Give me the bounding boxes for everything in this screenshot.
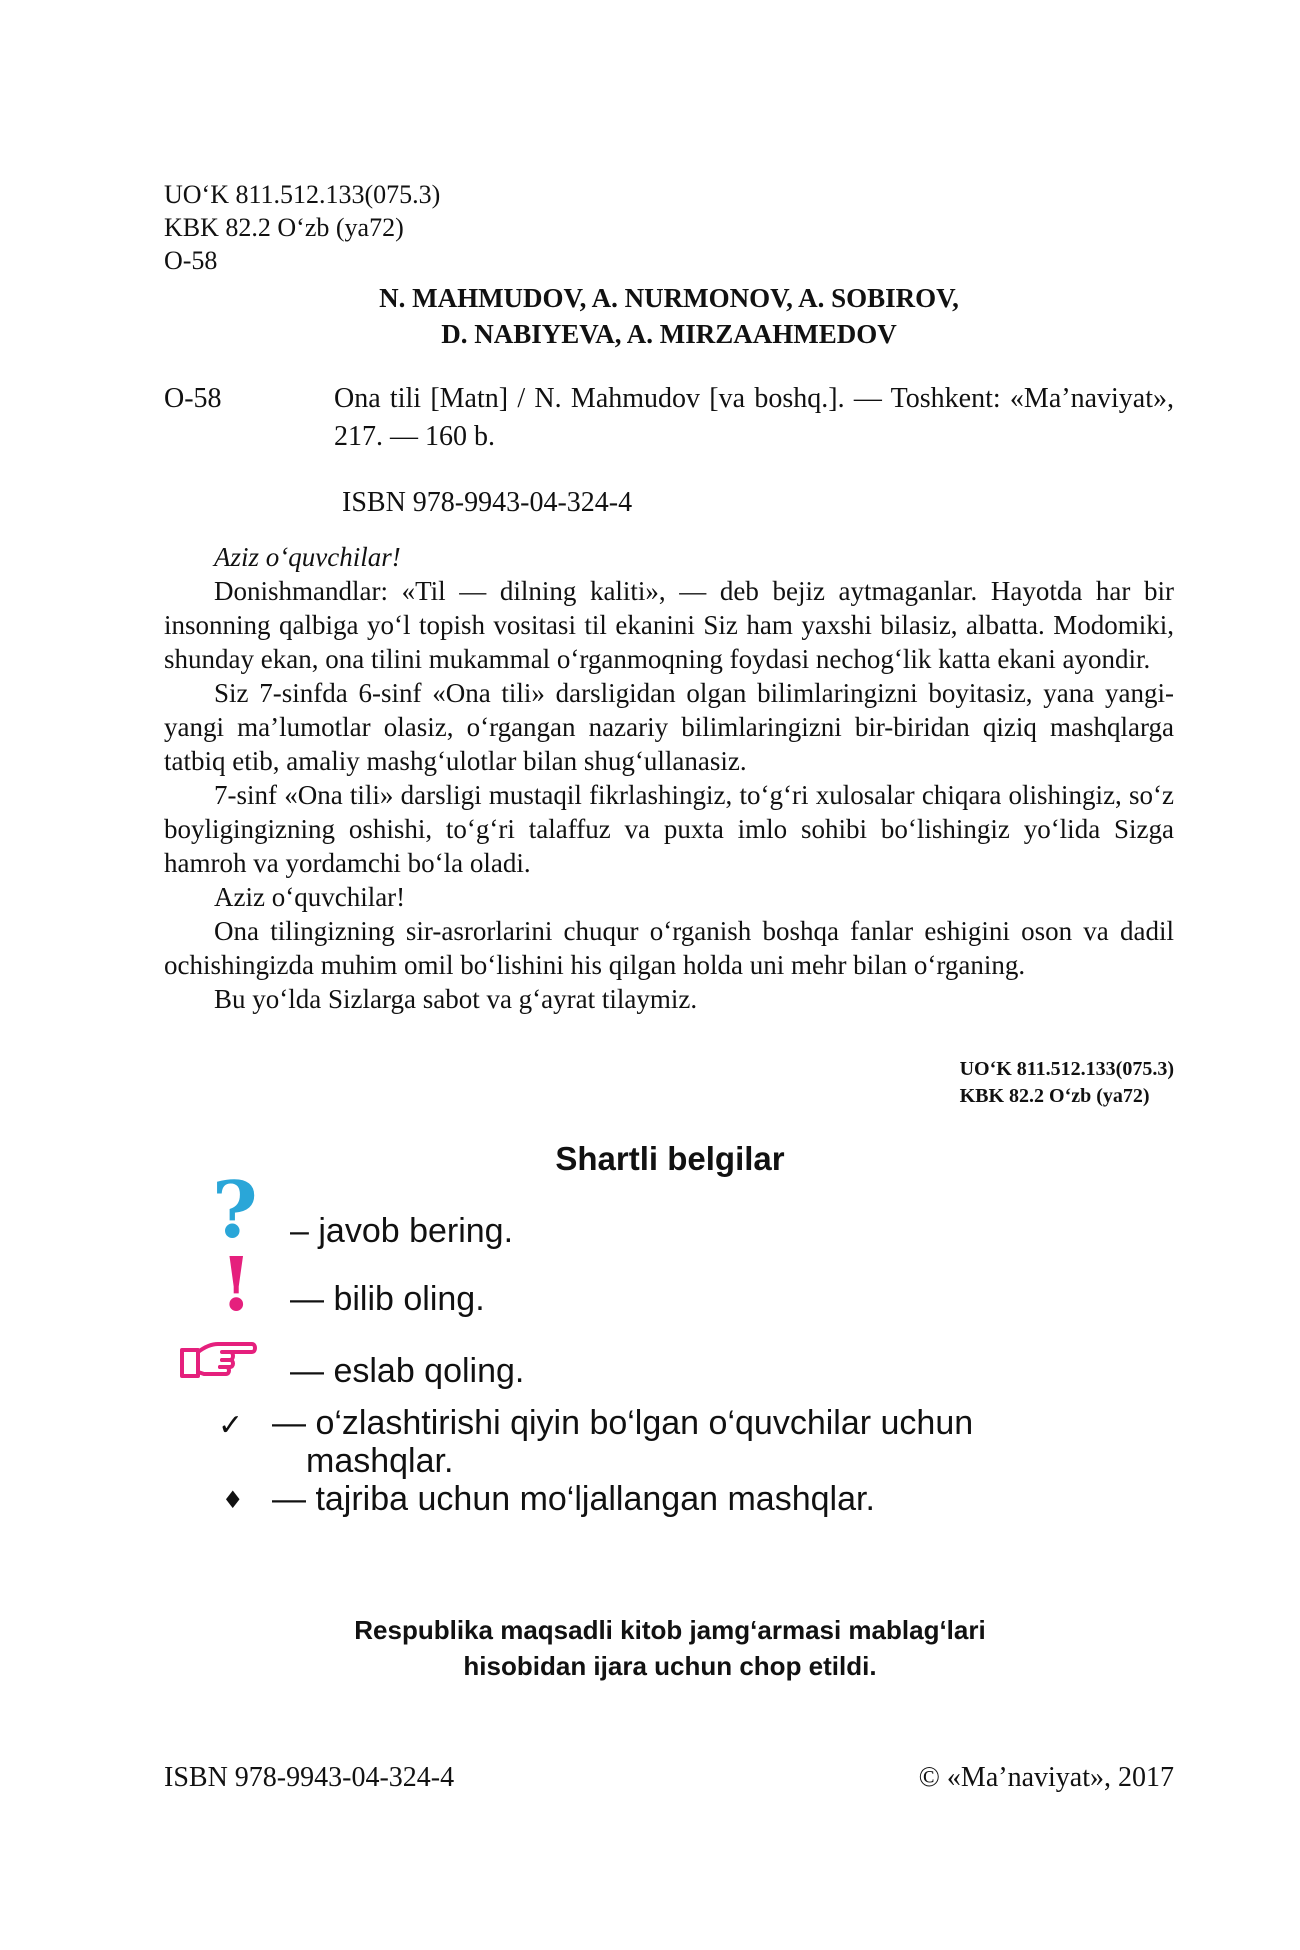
legend-title: Shartli belgilar — [555, 1140, 785, 1177]
funding-line-2: hisobidan ijara uchun chop etildi. — [463, 1651, 877, 1681]
preface-paragraph-6: Bu yo‘lda Sizlarga sabot va g‘ayrat tilaymiz. — [214, 984, 698, 1014]
bibliographic-entry — [164, 380, 1174, 522]
legend-item-answer: – javob bering. — [290, 1212, 514, 1250]
classification-udc: UO‘K 811.512.133(075.3) — [959, 1058, 1174, 1080]
authors-line-2: D. NABIYEVA, A. MIRZAAHMEDOV — [441, 319, 897, 349]
classification-bbk: KBK 82.2 O‘zb (ya72) — [959, 1085, 1150, 1107]
preface-paragraph-5: Ona tilingizning sir-asrorlarini chuqur o‘rganish boshqa fanlar eshigini oson va dadil ochishingizda muhim omil bo‘lishini his qilgan holda uni mehr bilan o‘rganing. — [164, 916, 1174, 980]
legend-item-difficult — [272, 1404, 1072, 1480]
preface — [164, 540, 1174, 1016]
legend-item-difficult-line-1: — o‘zlashtirishi qiyin bo‘lgan o‘quvchilar uchun — [272, 1404, 974, 1442]
legend-item-learn: — bilib oling. — [290, 1280, 485, 1318]
exclamation-mark-icon: ! — [220, 1242, 253, 1328]
authors-block — [164, 280, 1174, 352]
footer-copyright: © «Ma’naviyat», 2017 — [918, 1762, 1174, 1793]
pointing-hand-icon — [178, 1336, 258, 1386]
preface-greeting: Aziz o‘quvchilar! — [214, 542, 401, 572]
legend-item-remember: — eslab qoling. — [290, 1352, 525, 1390]
entry-text: Ona tili [Matn] / N. Mahmudov [va boshq.]. — Toshkent: «Ma’naviyat», 217. — 160 b. — [334, 383, 1174, 452]
udc-code: UO‘K 811.512.133(075.3) — [164, 180, 441, 209]
legend-item-experiment: — tajriba uchun mo‘ljallangan mashqlar. — [272, 1480, 875, 1518]
funding-line-1: Respublika maqsadli kitob jamg‘armasi mablag‘lari — [354, 1615, 986, 1645]
preface-paragraph-2: Siz 7-sinfda 6-sinf «Ona tili» darsligidan olgan bilimlaringizni boyitasiz, yana yangi-yangi ma’lumotlar olasiz, o‘rgangan nazariy bilimlaringizni bir-biridan qiziq mashqlarga tatbiq etib, amaliy mashg‘ulotlar bilan shug‘ullanasiz. — [164, 678, 1174, 776]
author-code: O-58 — [164, 246, 218, 275]
authors-line-1: N. MAHMUDOV, A. NURMONOV, A. SOBIROV, — [379, 283, 959, 313]
preface-paragraph-1: Donishmandlar: «Til — dilning kaliti», — deb bejiz aytmaganlar. Hayotda har bir insonning qalbiga yo‘l topish vositasi til ekanini Siz ham yaxshi bilasiz, albatta. Modomiki, shunday ekan, ona tilini mukammal o‘rganmoqning foydasi nechog‘lik katta ekani ayondir. — [164, 576, 1174, 674]
entry-code: O-58 — [164, 383, 222, 414]
question-mark-icon: ? — [212, 1165, 258, 1256]
preface-paragraph-4: Aziz o‘quvchilar! — [214, 882, 406, 912]
footer-isbn: ISBN 978-9943-04-324-4 — [164, 1762, 455, 1793]
classification-right — [960, 1056, 1174, 1110]
entry-isbn: ISBN 978-9943-04-324-4 — [342, 487, 633, 518]
bbk-code: KBK 82.2 O‘zb (ya72) — [164, 213, 404, 242]
funding-note — [0, 1612, 1300, 1684]
legend-item-difficult-line-2: mashqlar. — [306, 1442, 454, 1480]
catalog-block — [164, 178, 440, 277]
checkmark-icon: ✓ — [218, 1408, 244, 1443]
diamond-icon: ♦ — [222, 1486, 244, 1514]
preface-paragraph-3: 7-sinf «Ona tili» darsligi mustaqil fikrlashingiz, to‘g‘ri xulosalar chiqara olishingiz, so‘z boyligingizning oshishi, to‘g‘ri talaffuz va puxta imlo sohibi bo‘lishingiz yo‘lida Sizga hamroh va yordamchi bo‘la oladi. — [164, 780, 1174, 878]
